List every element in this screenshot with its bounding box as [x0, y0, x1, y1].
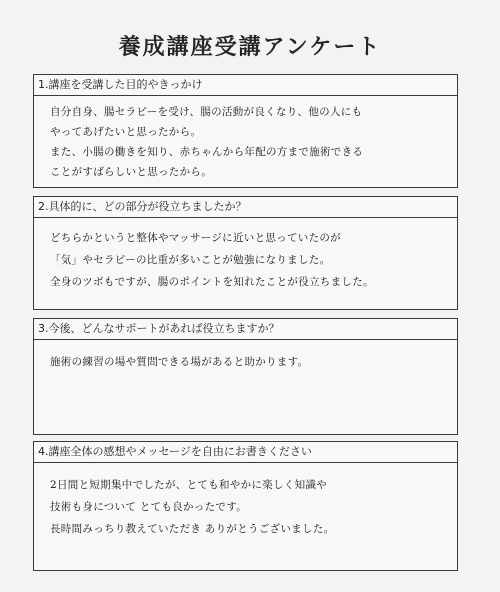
answer-line: 長時間みっちり教えていただき ありがとうございました。: [50, 523, 335, 535]
section-useful-parts: [33, 196, 458, 310]
answer-line: ことがすばらしいと思ったから。: [50, 166, 212, 178]
answer-line: 全身のツボもですが、腸のポイントを知れたことが役立ちました。: [50, 276, 374, 288]
question-label: 4.講座全体の感想やメッセージを自由にお書きください: [34, 442, 457, 463]
answer-line: 2日間と短期集中でしたが、とても和やかに楽しく知識や: [50, 479, 327, 491]
question-label: 1.講座を受講した目的やきっかけ: [34, 75, 457, 96]
section-support: [33, 318, 458, 435]
answer-line: どちらかというと整体やマッサージに近いと思っていたのが: [50, 232, 341, 244]
question-label: 3.今後、どんなサポートがあれば役立ちますか？: [34, 319, 457, 340]
section-purpose: [33, 74, 458, 188]
page-title: 養成講座受講アンケート: [118, 35, 382, 60]
section-impressions: [33, 441, 458, 571]
answer-line: 自分自身、腸セラピーを受け、腸の活動が良くなり、他の人にも: [50, 106, 363, 118]
answer-line: 技術も身について とても良かったです。: [50, 501, 247, 513]
answer-line: 「気」やセラピーの比重が多いことが勉強になりました。: [50, 254, 331, 266]
question-label: 2.具体的に、どの部分が役立ちましたか？: [34, 197, 457, 218]
answer-line: やってあげたいと思ったから。: [50, 126, 202, 138]
answer-line: また、小腸の働きを知り、赤ちゃんから年配の方まで施術できる: [50, 146, 364, 158]
answer-line: 施術の練習の場や質問できる場があると助かります。: [50, 356, 309, 368]
